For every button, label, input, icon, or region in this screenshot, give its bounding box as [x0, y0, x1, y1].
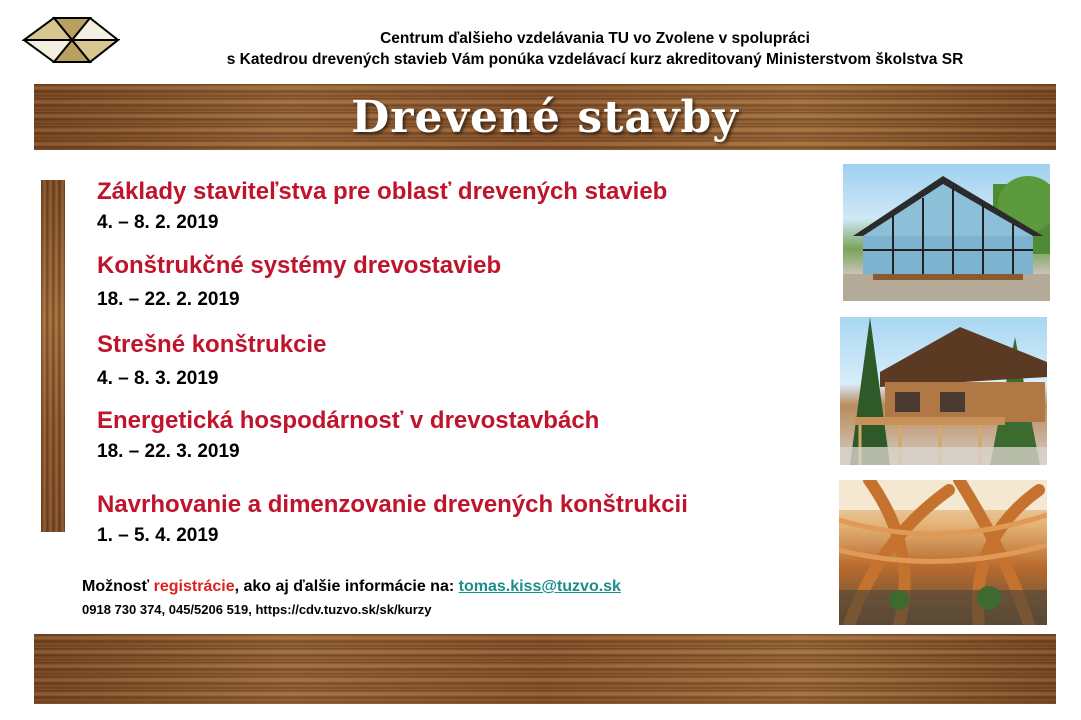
course-item [97, 252, 501, 311]
info-middle: , ako aj ďalšie informácie na: [234, 578, 459, 595]
email-link[interactable]: tomas.kiss@tuzvo.sk [458, 578, 621, 595]
course-name: Navrhovanie a dimenzovanie drevených konštrukcii [97, 491, 688, 518]
course-name: Konštrukčné systémy drevostavieb [97, 252, 502, 279]
course-date: 1. – 5. 4. 2019 [97, 525, 219, 546]
photo-glass-house [843, 164, 1050, 301]
contact-info: 0918 730 374, 045/5206 519, https://cdv.tuzvo.sk/sk/kurzy [82, 602, 432, 617]
course-item [97, 407, 599, 463]
header [130, 28, 1060, 70]
page-title: Drevené stavby [351, 92, 739, 143]
course-item [97, 331, 326, 390]
registration-info [82, 578, 621, 596]
registration-highlight: registrácie [153, 578, 235, 595]
photo-timber-chalet [840, 317, 1047, 465]
info-prefix: Možnosť [82, 578, 154, 595]
header-line-1: Centrum ďalšieho vzdelávania TU vo Zvolene v spolupráci [380, 30, 810, 47]
course-item [97, 491, 688, 547]
photo-timber-structure [839, 480, 1047, 625]
course-date: 4. – 8. 3. 2019 [97, 368, 219, 389]
header-line-2: s Katedrou drevených stavieb Vám ponúka vzdelávací kurz akreditovaný Ministerstvom školstva SR [226, 51, 964, 68]
bottom-wood-banner [34, 634, 1056, 704]
course-date: 18. – 22. 3. 2019 [97, 441, 240, 462]
course-date: 4. – 8. 2. 2019 [97, 212, 219, 233]
course-name: Strešné konštrukcie [97, 331, 327, 358]
course-name: Základy staviteľstva pre oblasť drevených stavieb [97, 178, 668, 205]
course-item [97, 178, 667, 234]
side-wood-strip [41, 180, 65, 532]
course-name: Energetická hospodárnosť v drevostavbách [97, 407, 600, 434]
course-date: 18. – 22. 2. 2019 [97, 289, 240, 310]
logo-icon [22, 14, 120, 66]
